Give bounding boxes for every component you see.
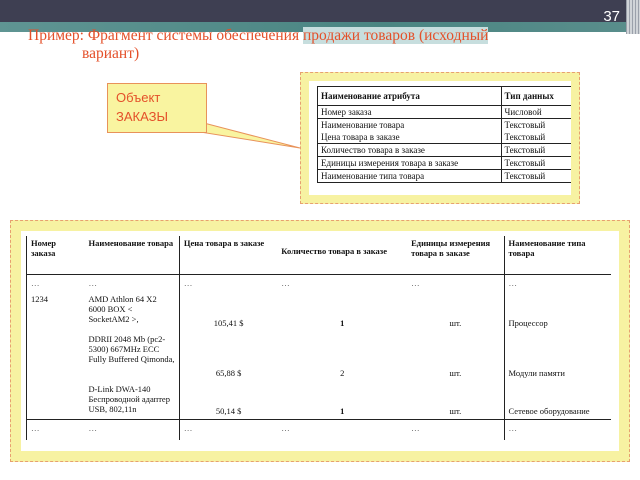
product-name: AMD Athlon 64 X2 6000 BOX < SocketAM2 >, [88, 294, 157, 324]
header-data-type: Тип данных [501, 87, 571, 106]
product-type: Процессор [504, 291, 611, 331]
title-part2-highlighted: продажи товаров (исходный [302, 27, 489, 44]
ellipsis: … [504, 275, 611, 292]
product-price: 65,88 $ [179, 331, 277, 381]
product-price: 105,41 $ [179, 291, 277, 331]
header-unit: Единицы измерения товара в заказе [407, 236, 504, 275]
header-price: Цена товара в заказе [179, 236, 277, 275]
attribute-type: Текстовый [501, 157, 571, 170]
ellipsis: … [179, 420, 277, 441]
header-order-number: Номер заказа [27, 236, 85, 275]
attribute-name: Номер заказа [318, 106, 502, 119]
attribute-name: Цена товара в заказе [318, 131, 502, 144]
attribute-type: Текстовый [501, 170, 571, 183]
product-unit: шт. [449, 318, 462, 328]
attribute-name: Количество товара в заказе [318, 144, 502, 157]
callout-line1: Объект [116, 90, 161, 105]
attribute-type: Числовой [501, 106, 571, 119]
slide-number: 37 [603, 8, 620, 25]
ellipsis: … [277, 420, 407, 441]
attribute-type: Текстовый [501, 144, 571, 157]
callout-object-orders [107, 83, 207, 133]
header-quantity: Количество товара в заказе [277, 236, 407, 275]
attribute-type: Текстовый [501, 119, 571, 132]
header-product-name: Наименование товара [84, 236, 179, 275]
product-type: Сетевое оборудование [504, 381, 611, 420]
product-quantity: 1 [340, 318, 345, 328]
ellipsis: … [27, 275, 85, 292]
attribute-name: Единицы измерения товара в заказе [318, 157, 502, 170]
product-quantity: 2 [340, 368, 345, 378]
attribute-type: Текстовый [504, 132, 546, 142]
ellipsis: … [281, 278, 290, 288]
product-quantity: 1 [340, 406, 345, 416]
ellipsis: … [88, 278, 97, 288]
title-part1: Пример: Фрагмент системы обеспечения [28, 27, 303, 44]
title-line2: вариант) [82, 45, 140, 62]
ellipsis: … [27, 420, 85, 441]
ellipsis: … [411, 278, 420, 288]
header-product-type: Наименование типа товара [504, 236, 611, 275]
attribute-name: Наименование товара [318, 119, 502, 132]
product-type: Модули памяти [504, 331, 611, 381]
header-attribute-name: Наименование атрибута [318, 87, 502, 106]
product-unit: шт. [449, 368, 462, 378]
ellipsis: … [407, 420, 504, 441]
order-number: 1234 [27, 291, 85, 331]
callout-line2: ЗАКАЗЫ [116, 109, 168, 124]
product-name: DDRII 2048 Mb (pc2-5300) 667MHz ECC Fully Buffered Qimonda, [88, 334, 175, 364]
product-price: 50,14 $ [179, 381, 277, 420]
product-name: D-Link DWA-140 Беспроводной адаптер USB, 802,11n [88, 384, 170, 414]
ellipsis: … [84, 420, 179, 441]
ellipsis: … [179, 275, 277, 292]
ellipsis: … [504, 420, 611, 441]
product-unit: шт. [449, 406, 462, 416]
attribute-name: Наименование типа товара [318, 170, 502, 183]
